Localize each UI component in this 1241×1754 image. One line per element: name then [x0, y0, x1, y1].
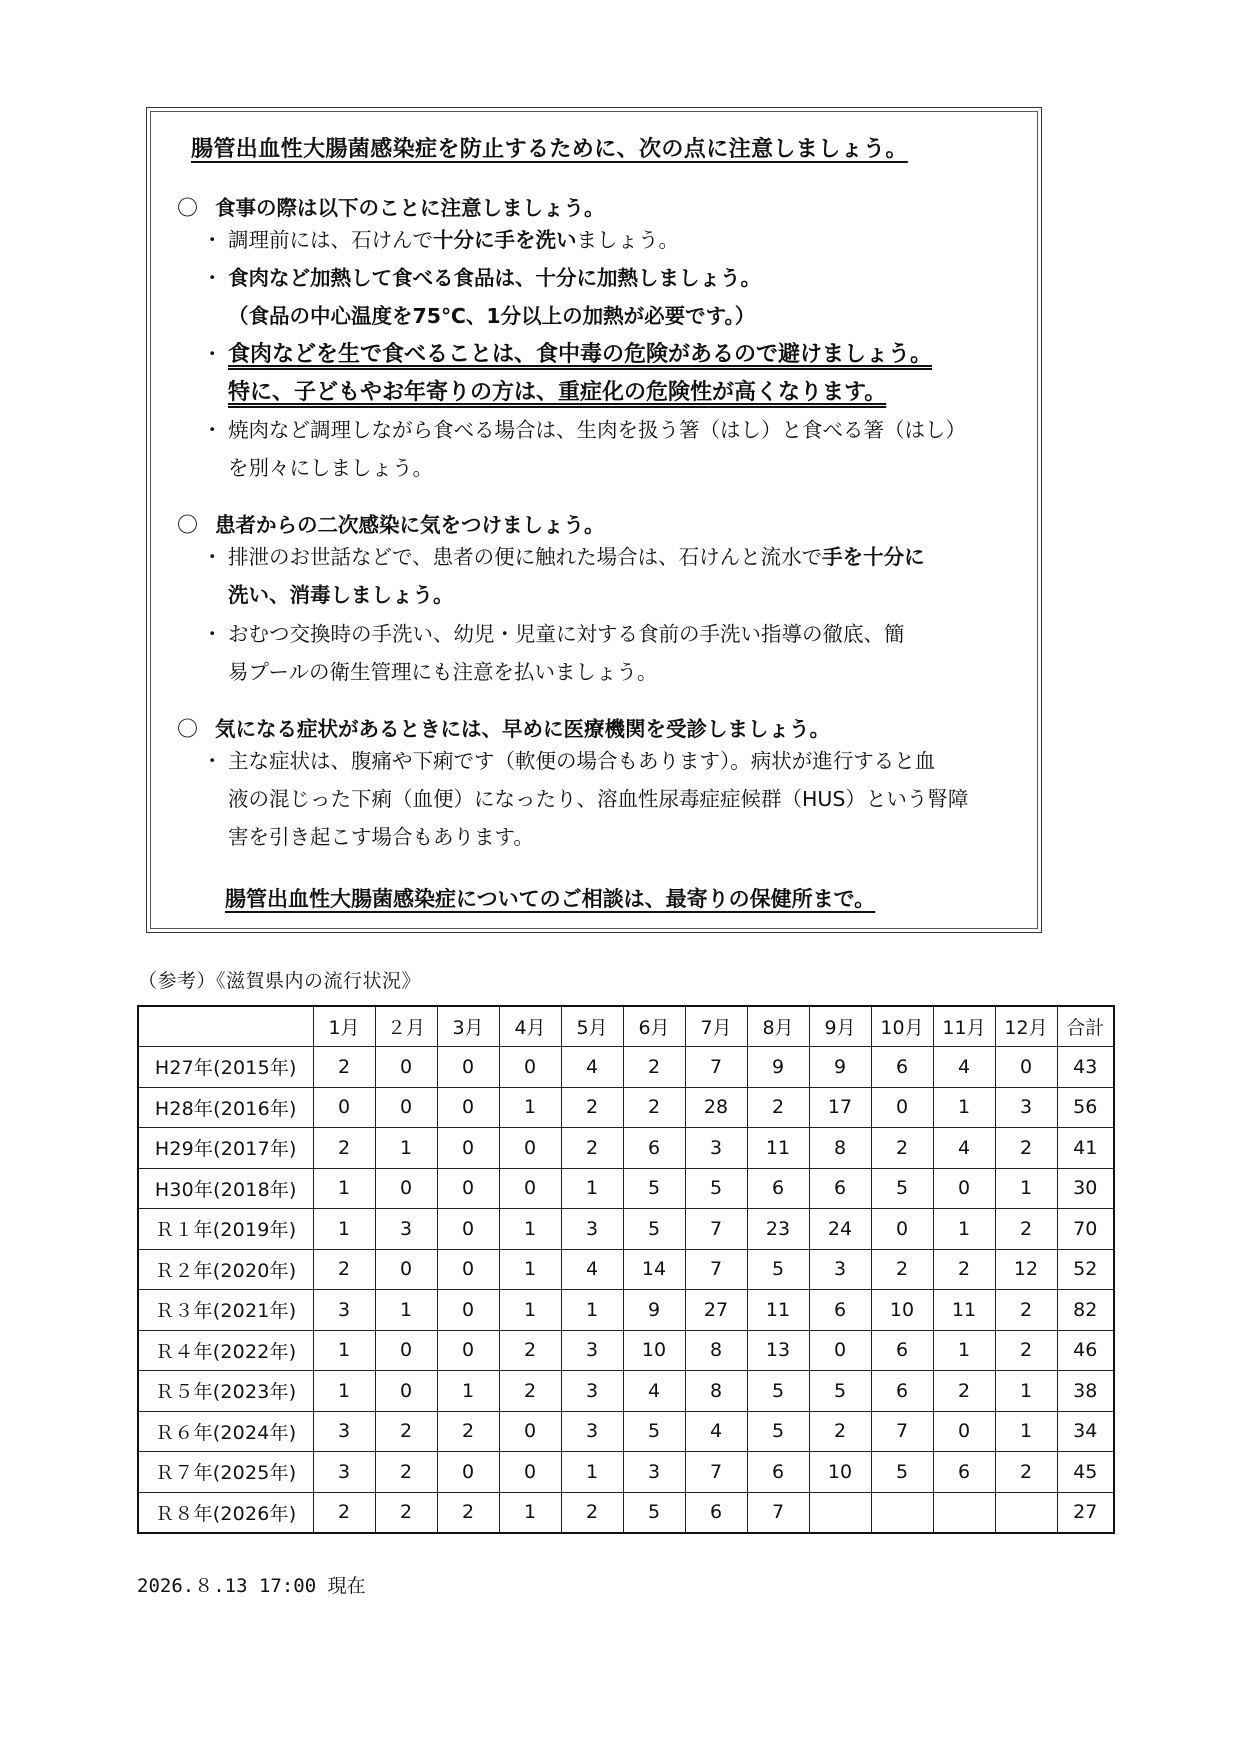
circle-bullet-icon: 〇 — [177, 513, 198, 537]
month-count-cell: 1 — [375, 1128, 437, 1169]
dot-bullet-icon: ・ — [202, 545, 223, 569]
circle-bullet-icon: 〇 — [177, 717, 198, 741]
month-count-cell: 7 — [685, 1209, 747, 1250]
month-count-cell: 2 — [499, 1371, 561, 1412]
reference-caption: （参考）《滋賀県内の流行状況》 — [138, 970, 422, 992]
row-year-label: Ｒ６年(2024年) — [138, 1411, 313, 1452]
month-count-cell: 2 — [437, 1411, 499, 1452]
month-count-cell: 4 — [933, 1128, 995, 1169]
month-count-cell: 0 — [375, 1371, 437, 1412]
row-year-label: Ｒ７年(2025年) — [138, 1452, 313, 1493]
notice-footer: 腸管出血性大腸菌感染症についてのご相談は、最寄りの保健所まで。 — [225, 887, 876, 911]
month-count-cell: 2 — [499, 1330, 561, 1371]
month-count-cell: 2 — [995, 1128, 1057, 1169]
table-row — [138, 1168, 1114, 1209]
table-row — [138, 1087, 1114, 1128]
item-text-bold: 手を十分に — [822, 545, 925, 569]
row-year-label: H29年(2017年) — [138, 1128, 313, 1169]
row-year-label: Ｒ２年(2020年) — [138, 1249, 313, 1290]
month-count-cell: 3 — [623, 1452, 685, 1493]
month-count-cell: 1 — [995, 1411, 1057, 1452]
list-item-warning — [202, 335, 932, 412]
month-count-cell: 3 — [995, 1087, 1057, 1128]
month-count-cell: 3 — [313, 1452, 375, 1493]
month-count-cell: 3 — [561, 1330, 623, 1371]
item-text: を別々にしましょう。 — [228, 456, 433, 480]
month-count-cell: 6 — [685, 1492, 747, 1533]
month-count-cell: 0 — [313, 1087, 375, 1128]
month-count-cell: 6 — [871, 1330, 933, 1371]
month-count-cell: 0 — [375, 1087, 437, 1128]
item-text: 液の混じった下痢（血便）になったり、溶血性尿毒症症候群（HUS）という腎障 — [228, 787, 969, 811]
month-count-cell: 0 — [871, 1087, 933, 1128]
month-count-cell: 1 — [561, 1290, 623, 1331]
month-count-cell: 0 — [499, 1047, 561, 1088]
month-count-cell: 8 — [685, 1330, 747, 1371]
month-count-cell: 2 — [995, 1209, 1057, 1250]
month-count-cell: 5 — [685, 1168, 747, 1209]
header-corner-cell — [138, 1006, 313, 1047]
month-count-cell: 0 — [933, 1168, 995, 1209]
item-text: 害を引き起こす場合もあります。 — [228, 825, 534, 849]
month-count-cell: 11 — [747, 1128, 809, 1169]
month-count-cell: 2 — [933, 1371, 995, 1412]
month-count-cell: 1 — [437, 1371, 499, 1412]
month-count-cell: 1 — [933, 1330, 995, 1371]
month-count-cell: 3 — [561, 1209, 623, 1250]
dot-bullet-icon: ・ — [202, 418, 223, 442]
month-count-cell: 0 — [375, 1168, 437, 1209]
column-header: 1月 — [313, 1006, 375, 1047]
month-count-cell: 1 — [561, 1452, 623, 1493]
month-count-cell: 10 — [809, 1452, 871, 1493]
section-heading — [177, 191, 605, 222]
table-row — [138, 1209, 1114, 1250]
row-year-label: H27年(2015年) — [138, 1047, 313, 1088]
month-count-cell: 2 — [747, 1087, 809, 1128]
month-count-cell: 7 — [747, 1492, 809, 1533]
column-header: 12月 — [995, 1006, 1057, 1047]
item-text: 易プールの衛生管理にも注意を払いましょう。 — [228, 660, 658, 684]
month-count-cell: 6 — [809, 1290, 871, 1331]
month-count-cell: 1 — [933, 1209, 995, 1250]
month-count-cell: 9 — [623, 1290, 685, 1331]
month-count-cell: 5 — [747, 1411, 809, 1452]
item-text: 排泄のお世話などで、患者の便に触れた場合は、石けんと流水で — [228, 545, 823, 569]
month-count-cell: 6 — [933, 1452, 995, 1493]
row-total-cell: 41 — [1057, 1128, 1114, 1169]
month-count-cell: 0 — [437, 1452, 499, 1493]
dot-bullet-icon: ・ — [202, 342, 223, 366]
item-text-bold: 洗い、消毒しましょう。 — [228, 583, 454, 607]
month-count-cell: 2 — [561, 1492, 623, 1533]
month-count-cell: 3 — [685, 1128, 747, 1169]
month-count-cell: 0 — [375, 1330, 437, 1371]
list-item — [202, 615, 905, 691]
month-count-cell — [809, 1492, 871, 1533]
warning-text: 特に、子どもやお年寄りの方は、重症化の危険性が高くなります。 — [228, 380, 887, 405]
row-total-cell: 52 — [1057, 1249, 1114, 1290]
table-row — [138, 1452, 1114, 1493]
month-count-cell: 1 — [499, 1249, 561, 1290]
month-count-cell: 6 — [809, 1168, 871, 1209]
month-count-cell: 0 — [499, 1452, 561, 1493]
month-count-cell: 8 — [809, 1128, 871, 1169]
row-year-label: Ｒ１年(2019年) — [138, 1209, 313, 1250]
month-count-cell: 3 — [375, 1209, 437, 1250]
month-count-cell: 17 — [809, 1087, 871, 1128]
column-header: 6月 — [623, 1006, 685, 1047]
month-count-cell: 5 — [623, 1168, 685, 1209]
month-count-cell: 1 — [995, 1168, 1057, 1209]
month-count-cell: 1 — [499, 1290, 561, 1331]
month-count-cell: 8 — [685, 1371, 747, 1412]
notice-box — [146, 107, 1042, 933]
month-count-cell: 2 — [313, 1128, 375, 1169]
row-year-label: Ｒ８年(2026年) — [138, 1492, 313, 1533]
row-year-label: Ｒ５年(2023年) — [138, 1371, 313, 1412]
month-count-cell: 0 — [375, 1047, 437, 1088]
month-count-cell: 1 — [933, 1087, 995, 1128]
month-count-cell: 9 — [747, 1047, 809, 1088]
table-row — [138, 1411, 1114, 1452]
month-count-cell: 2 — [313, 1047, 375, 1088]
column-header: 11月 — [933, 1006, 995, 1047]
column-header: 5月 — [561, 1006, 623, 1047]
column-header: 9月 — [809, 1006, 871, 1047]
month-count-cell: 6 — [871, 1047, 933, 1088]
month-count-cell: 2 — [995, 1452, 1057, 1493]
month-count-cell: 7 — [685, 1047, 747, 1088]
row-year-label: H30年(2018年) — [138, 1168, 313, 1209]
month-count-cell: 1 — [499, 1087, 561, 1128]
column-header: 合計 — [1057, 1006, 1114, 1047]
as-of-timestamp: 2026.８.13 17:00 現在 — [137, 1575, 366, 1597]
month-count-cell: 3 — [809, 1249, 871, 1290]
item-text: おむつ交換時の手洗い、幼児・児童に対する食前の手洗い指導の徹底、簡 — [228, 622, 905, 646]
month-count-cell: 5 — [623, 1411, 685, 1452]
row-total-cell: 43 — [1057, 1047, 1114, 1088]
list-item — [202, 538, 925, 614]
month-count-cell: 2 — [313, 1249, 375, 1290]
month-count-cell: 6 — [871, 1371, 933, 1412]
month-count-cell: 0 — [871, 1209, 933, 1250]
table-row — [138, 1249, 1114, 1290]
month-count-cell: 2 — [437, 1492, 499, 1533]
month-count-cell: 11 — [933, 1290, 995, 1331]
month-count-cell: 5 — [809, 1371, 871, 1412]
month-count-cell: 0 — [437, 1330, 499, 1371]
month-count-cell — [871, 1492, 933, 1533]
month-count-cell: 0 — [933, 1411, 995, 1452]
row-total-cell: 30 — [1057, 1168, 1114, 1209]
row-total-cell: 27 — [1057, 1492, 1114, 1533]
row-total-cell: 34 — [1057, 1411, 1114, 1452]
month-count-cell: 4 — [933, 1047, 995, 1088]
list-item — [202, 742, 968, 856]
month-count-cell: 1 — [995, 1371, 1057, 1412]
month-count-cell: 2 — [375, 1492, 437, 1533]
month-count-cell: 7 — [685, 1249, 747, 1290]
section-heading-text: 患者からの二次感染に気をつけましょう。 — [215, 513, 605, 537]
column-header: 4月 — [499, 1006, 561, 1047]
month-count-cell: 2 — [375, 1452, 437, 1493]
month-count-cell: 28 — [685, 1087, 747, 1128]
item-text: ましょう。 — [576, 228, 679, 252]
row-total-cell: 46 — [1057, 1330, 1114, 1371]
month-count-cell: 0 — [437, 1087, 499, 1128]
row-total-cell: 70 — [1057, 1209, 1114, 1250]
month-count-cell: 23 — [747, 1209, 809, 1250]
row-total-cell: 45 — [1057, 1452, 1114, 1493]
column-header: 10月 — [871, 1006, 933, 1047]
month-count-cell: 1 — [313, 1330, 375, 1371]
month-count-cell: 0 — [437, 1047, 499, 1088]
month-count-cell: 0 — [437, 1168, 499, 1209]
table-row — [138, 1128, 1114, 1169]
item-text: 焼肉など調理しながら食べる場合は、生肉を扱う箸（はし）と食べる箸（はし） — [228, 418, 966, 442]
table-row — [138, 1371, 1114, 1412]
month-count-cell: 1 — [313, 1371, 375, 1412]
month-count-cell: 3 — [561, 1371, 623, 1412]
month-count-cell: 6 — [747, 1452, 809, 1493]
row-year-label: Ｒ４年(2022年) — [138, 1330, 313, 1371]
month-count-cell: 4 — [685, 1411, 747, 1452]
list-item — [202, 221, 679, 259]
section-heading-text: 食事の際は以下のことに注意しましょう。 — [215, 196, 605, 220]
month-count-cell: 5 — [747, 1249, 809, 1290]
row-total-cell: 56 — [1057, 1087, 1114, 1128]
month-count-cell — [933, 1492, 995, 1533]
month-count-cell: 0 — [375, 1249, 437, 1290]
month-count-cell: 27 — [685, 1290, 747, 1331]
month-count-cell: 5 — [623, 1492, 685, 1533]
month-count-cell: 3 — [313, 1411, 375, 1452]
circle-bullet-icon: 〇 — [177, 196, 198, 220]
outbreak-stats-table — [137, 1005, 1115, 1534]
month-count-cell: 13 — [747, 1330, 809, 1371]
month-count-cell: 2 — [561, 1087, 623, 1128]
section-heading-text: 気になる症状があるときには、早めに医療機関を受診しましょう。 — [215, 717, 830, 741]
month-count-cell: 6 — [747, 1168, 809, 1209]
month-count-cell: 4 — [561, 1047, 623, 1088]
row-total-cell: 38 — [1057, 1371, 1114, 1412]
month-count-cell: 2 — [871, 1249, 933, 1290]
month-count-cell: 0 — [499, 1168, 561, 1209]
month-count-cell: 5 — [871, 1168, 933, 1209]
month-count-cell: 2 — [995, 1290, 1057, 1331]
column-header: ２月 — [375, 1006, 437, 1047]
month-count-cell: 6 — [623, 1128, 685, 1169]
month-count-cell: 0 — [437, 1290, 499, 1331]
month-count-cell: 0 — [499, 1411, 561, 1452]
column-header: 7月 — [685, 1006, 747, 1047]
dot-bullet-icon: ・ — [202, 228, 223, 252]
month-count-cell: 5 — [623, 1209, 685, 1250]
month-count-cell: 2 — [995, 1330, 1057, 1371]
month-count-cell: 24 — [809, 1209, 871, 1250]
month-count-cell: 2 — [871, 1128, 933, 1169]
month-count-cell: 3 — [313, 1290, 375, 1331]
month-count-cell: 0 — [499, 1128, 561, 1169]
table-body — [138, 1047, 1114, 1533]
dot-bullet-icon: ・ — [202, 266, 223, 290]
month-count-cell: 4 — [623, 1371, 685, 1412]
month-count-cell: 10 — [871, 1290, 933, 1331]
dot-bullet-icon: ・ — [202, 622, 223, 646]
month-count-cell: 12 — [995, 1249, 1057, 1290]
row-total-cell: 82 — [1057, 1290, 1114, 1331]
dot-bullet-icon: ・ — [202, 749, 223, 773]
list-item — [202, 411, 966, 487]
table-row — [138, 1492, 1114, 1533]
month-count-cell: 0 — [437, 1249, 499, 1290]
month-count-cell: 1 — [313, 1209, 375, 1250]
month-count-cell: 2 — [375, 1411, 437, 1452]
month-count-cell: 0 — [437, 1128, 499, 1169]
month-count-cell: 0 — [995, 1047, 1057, 1088]
month-count-cell: 0 — [809, 1330, 871, 1371]
month-count-cell: 2 — [623, 1047, 685, 1088]
item-text-bold: 十分に手を洗い — [433, 228, 577, 252]
table-header — [138, 1006, 1114, 1047]
column-header: 8月 — [747, 1006, 809, 1047]
table-header-row — [138, 1006, 1114, 1047]
month-count-cell: 7 — [685, 1452, 747, 1493]
month-count-cell: 3 — [561, 1411, 623, 1452]
month-count-cell: 1 — [499, 1492, 561, 1533]
month-count-cell: 0 — [437, 1209, 499, 1250]
month-count-cell: 4 — [561, 1249, 623, 1290]
item-text-bold: （食品の中心温度を75℃、1分以上の加熱が必要です。） — [228, 304, 756, 328]
month-count-cell: 10 — [623, 1330, 685, 1371]
warning-text: 食肉などを生で食べることは、食中毒の危険があるので避けましょう。 — [228, 342, 933, 367]
list-item — [202, 259, 761, 335]
table-row — [138, 1047, 1114, 1088]
month-count-cell: 5 — [871, 1452, 933, 1493]
item-text-bold: 食肉など加熱して食べる食品は、十分に加熱しましょう。 — [228, 266, 761, 290]
month-count-cell — [995, 1492, 1057, 1533]
section-heading — [177, 508, 605, 539]
item-text: 主な症状は、腹痛や下痢です（軟便の場合もあります）。病状が進行すると血 — [228, 749, 936, 773]
month-count-cell: 2 — [623, 1087, 685, 1128]
month-count-cell: 1 — [499, 1209, 561, 1250]
notice-title: 腸管出血性大腸菌感染症を防止するために、次の点に注意しましょう。 — [191, 137, 908, 162]
table-row — [138, 1330, 1114, 1371]
table-row — [138, 1290, 1114, 1331]
month-count-cell: 9 — [809, 1047, 871, 1088]
month-count-cell: 14 — [623, 1249, 685, 1290]
month-count-cell: 5 — [747, 1371, 809, 1412]
column-header: 3月 — [437, 1006, 499, 1047]
item-text: 調理前には、石けんで — [228, 228, 433, 252]
month-count-cell: 11 — [747, 1290, 809, 1331]
month-count-cell: 1 — [375, 1290, 437, 1331]
section-heading — [177, 712, 830, 743]
month-count-cell: 2 — [561, 1128, 623, 1169]
month-count-cell: 1 — [313, 1168, 375, 1209]
month-count-cell: 7 — [871, 1411, 933, 1452]
row-year-label: Ｒ３年(2021年) — [138, 1290, 313, 1331]
month-count-cell: 2 — [809, 1411, 871, 1452]
month-count-cell: 2 — [933, 1249, 995, 1290]
month-count-cell: 2 — [313, 1492, 375, 1533]
row-year-label: H28年(2016年) — [138, 1087, 313, 1128]
month-count-cell: 1 — [561, 1168, 623, 1209]
